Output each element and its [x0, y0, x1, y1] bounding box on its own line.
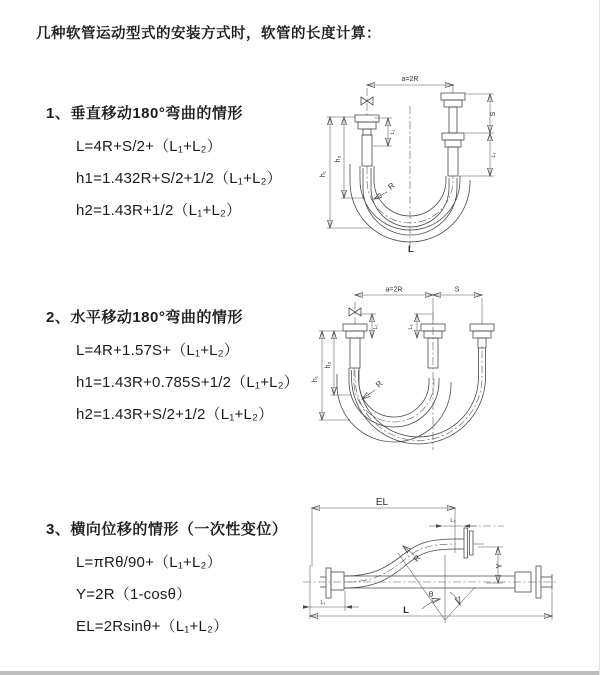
valve-icon: [349, 302, 361, 324]
dim-label-a2r: a=2R: [385, 286, 403, 294]
section-2-heading: 2、水平移动180°弯曲的情形: [46, 309, 243, 326]
section-1: [46, 102, 282, 225]
dim-label-l2: L₂: [491, 152, 497, 158]
formula-line: Y=2R（1-cosθ）: [76, 585, 192, 603]
dimensions: [312, 287, 482, 421]
dim-label-r: R: [374, 379, 385, 390]
dim-label-h2: h₂: [325, 361, 332, 369]
straight-hose-initial-position: [303, 576, 556, 588]
formula-line: EL=2Rsinθ+（L₁+L₂）: [76, 617, 229, 635]
dim-label-a2r: a=2R: [401, 76, 419, 83]
diagram-horizontal-180-bend: [310, 282, 600, 464]
dim-label-l1: L₁: [373, 324, 379, 330]
formula-line: L=4R+1.57S+（L₁+L₂）: [76, 341, 239, 359]
left-fitting: [320, 568, 344, 598]
section-3-heading: 3、横向位移的情形（一次性变位）: [46, 521, 288, 538]
dim-label-y: Y: [495, 563, 504, 569]
right-fitting: [441, 84, 465, 176]
dim-label-l2: L₂: [450, 518, 456, 524]
dim-label-theta: θ: [428, 590, 434, 599]
dim-label-l1: L₁: [320, 600, 326, 606]
dim-label-r: R: [411, 553, 423, 564]
formula-line: h1=1.432R+S/2+1/2（L₁+L₂）: [76, 169, 282, 187]
formula-line: L=πRθ/90+（L₁+L₂）: [76, 553, 222, 571]
dim-label-h2: h₂: [335, 155, 342, 163]
section-1-formulas: [76, 129, 282, 225]
page-bottom-edge: [0, 671, 599, 675]
dim-label-l-total: L: [403, 605, 409, 616]
section-2-formulas: [76, 333, 299, 429]
formula-line: L=4R+S/2+（L₁+L₂）: [76, 137, 222, 155]
section-3-formulas: [76, 545, 287, 641]
valve-icon: [361, 88, 373, 115]
dim-label-el: EL: [375, 497, 389, 508]
dimensions: [320, 76, 497, 255]
displaced-hose-s-curve: [344, 539, 456, 588]
dim-label-s: S: [490, 111, 497, 117]
formula-line: h1=1.43R+0.785S+1/2（L₁+L₂）: [76, 373, 299, 391]
dim-label-l2: L₂: [408, 324, 414, 330]
dim-label-h1: h₁: [312, 375, 319, 383]
formula-line: h2=1.43R+1/2（L₁+L₂）: [76, 201, 242, 219]
dim-label-l-total: L: [408, 244, 414, 255]
section-2: [46, 306, 299, 429]
hose-u-bend: [350, 106, 470, 248]
diagram-lateral-displacement: [298, 495, 600, 653]
section-3: [46, 518, 287, 641]
dim-label-s: S: [454, 286, 460, 294]
section-1-heading: 1、垂直移动180°弯曲的情形: [46, 105, 243, 122]
left-fitting: [343, 324, 367, 368]
dim-label-l1: L₁: [390, 129, 396, 135]
dim-label-h1: h₁: [320, 170, 327, 178]
upper-fitting: [455, 528, 484, 558]
dim-label-r: R: [386, 180, 397, 192]
left-fitting: [355, 115, 379, 166]
hose-u-bends: [337, 312, 486, 450]
formula-line: h2=1.43R+S/2+1/2（L₁+L₂）: [76, 405, 274, 423]
dimensions: [303, 497, 552, 620]
page-title: 几种软管运动型式的安装方式时，软管的长度计算：: [36, 26, 381, 42]
diagram-vertical-180-bend: [312, 68, 598, 260]
right-fitting: [470, 298, 494, 348]
